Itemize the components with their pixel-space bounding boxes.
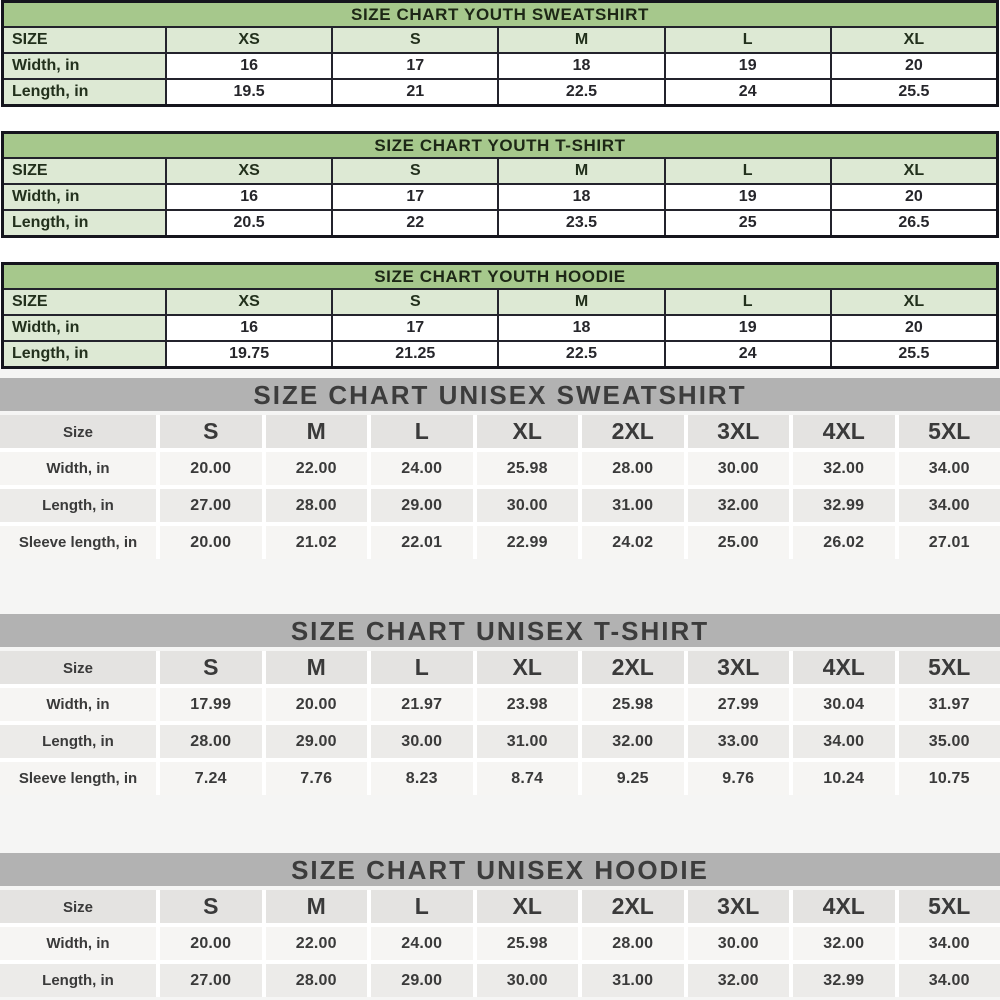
value-cell: 34.00 [899, 927, 1000, 960]
value-cell: 19.5 [167, 80, 331, 104]
value-cell: 22.00 [266, 452, 368, 485]
value-cell: 21.25 [333, 342, 497, 366]
size-header-cell: XS [167, 28, 331, 52]
value-cell: 7.76 [266, 762, 368, 795]
value-cell: 25.98 [582, 688, 684, 721]
size-header-cell: L [666, 290, 830, 314]
table-grid [0, 415, 1000, 559]
youth-tshirt-size-chart [1, 131, 999, 238]
value-cell: 26.5 [832, 211, 996, 235]
value-cell: 20.5 [167, 211, 331, 235]
size-header-cell: L [371, 651, 473, 684]
value-cell: 17 [333, 54, 497, 78]
table-grid [4, 26, 996, 104]
value-cell: 19.75 [167, 342, 331, 366]
table-grid [0, 890, 1000, 997]
value-cell: 16 [167, 54, 331, 78]
value-cell: 22.99 [477, 526, 579, 559]
value-cell: 7.24 [160, 762, 262, 795]
size-header-cell: 3XL [688, 890, 790, 923]
row-label-cell: Length, in [4, 211, 165, 235]
row-label-cell: Width, in [4, 316, 165, 340]
value-cell: 19 [666, 316, 830, 340]
value-cell: 29.00 [371, 489, 473, 522]
value-cell: 24.00 [371, 452, 473, 485]
size-header-cell: XL [477, 415, 579, 448]
table-grid [4, 288, 996, 366]
size-header-cell: L [371, 890, 473, 923]
size-header-cell: 2XL [582, 651, 684, 684]
value-cell: 27.00 [160, 964, 262, 997]
row-label-cell: Width, in [0, 452, 156, 485]
value-cell: 24.02 [582, 526, 684, 559]
size-header-cell: L [666, 159, 830, 183]
size-header-cell: XL [832, 290, 996, 314]
size-column-label: Size [0, 651, 156, 684]
size-header-cell: L [371, 415, 473, 448]
value-cell: 30.04 [793, 688, 895, 721]
value-cell: 18 [499, 54, 663, 78]
value-cell: 34.00 [793, 725, 895, 758]
value-cell: 30.00 [477, 964, 579, 997]
unisex-sweatshirt-size-chart [0, 378, 1000, 559]
size-header-cell: S [160, 415, 262, 448]
value-cell: 32.00 [793, 452, 895, 485]
value-cell: 26.02 [793, 526, 895, 559]
youth-hoodie-size-chart [1, 262, 999, 369]
size-header-cell: XS [167, 290, 331, 314]
size-header-cell: M [266, 651, 368, 684]
value-cell: 28.00 [160, 725, 262, 758]
value-cell: 29.00 [266, 725, 368, 758]
value-cell: 25.5 [832, 80, 996, 104]
row-label-cell: Length, in [0, 964, 156, 997]
row-label-cell: Width, in [4, 185, 165, 209]
size-header-cell: XL [832, 159, 996, 183]
value-cell: 28.00 [582, 927, 684, 960]
value-cell: 31.97 [899, 688, 1000, 721]
value-cell: 34.00 [899, 452, 1000, 485]
value-cell: 34.00 [899, 489, 1000, 522]
unisex-hoodie-size-chart [0, 853, 1000, 997]
table-title: SIZE CHART UNISEX SWEATSHIRT [0, 378, 1000, 411]
size-header-cell: M [266, 890, 368, 923]
value-cell: 20.00 [160, 927, 262, 960]
size-header-cell: S [160, 651, 262, 684]
value-cell: 32.99 [793, 489, 895, 522]
row-label-cell: Length, in [0, 489, 156, 522]
value-cell: 20 [832, 54, 996, 78]
row-label-cell: Length, in [0, 725, 156, 758]
table-title: SIZE CHART UNISEX T-SHIRT [0, 614, 1000, 647]
value-cell: 34.00 [899, 964, 1000, 997]
size-header-cell: 4XL [793, 415, 895, 448]
value-cell: 21.02 [266, 526, 368, 559]
row-label-cell: Length, in [4, 80, 165, 104]
value-cell: 33.00 [688, 725, 790, 758]
unisex-size-charts [0, 369, 1000, 1000]
table-title: SIZE CHART YOUTH T-SHIRT [4, 134, 996, 157]
value-cell: 10.24 [793, 762, 895, 795]
size-column-label: Size [0, 415, 156, 448]
size-header-cell: XS [167, 159, 331, 183]
size-header-cell: 4XL [793, 890, 895, 923]
value-cell: 19 [666, 54, 830, 78]
size-column-label: SIZE [4, 159, 165, 183]
value-cell: 18 [499, 185, 663, 209]
table-title: SIZE CHART YOUTH HOODIE [4, 265, 996, 288]
value-cell: 31.00 [582, 489, 684, 522]
table-title: SIZE CHART UNISEX HOODIE [0, 853, 1000, 886]
size-header-cell: 2XL [582, 890, 684, 923]
value-cell: 32.00 [793, 927, 895, 960]
table-grid [4, 157, 996, 235]
size-header-cell: XL [832, 28, 996, 52]
row-label-cell: Sleeve length, in [0, 762, 156, 795]
value-cell: 22.00 [266, 927, 368, 960]
size-header-cell: 4XL [793, 651, 895, 684]
size-header-cell: 2XL [582, 415, 684, 448]
value-cell: 9.25 [582, 762, 684, 795]
value-cell: 35.00 [899, 725, 1000, 758]
value-cell: 32.00 [582, 725, 684, 758]
value-cell: 31.00 [477, 725, 579, 758]
value-cell: 28.00 [266, 489, 368, 522]
value-cell: 29.00 [371, 964, 473, 997]
value-cell: 25.98 [477, 927, 579, 960]
value-cell: 22.5 [499, 342, 663, 366]
value-cell: 30.00 [477, 489, 579, 522]
value-cell: 27.01 [899, 526, 1000, 559]
value-cell: 22.5 [499, 80, 663, 104]
size-header-cell: 5XL [899, 415, 1000, 448]
value-cell: 24 [666, 80, 830, 104]
row-label-cell: Width, in [0, 927, 156, 960]
size-header-cell: S [333, 28, 497, 52]
size-header-cell: S [333, 159, 497, 183]
size-column-label: Size [0, 890, 156, 923]
value-cell: 8.74 [477, 762, 579, 795]
size-header-cell: M [499, 159, 663, 183]
row-label-cell: Length, in [4, 342, 165, 366]
size-column-label: SIZE [4, 28, 165, 52]
value-cell: 27.99 [688, 688, 790, 721]
size-header-cell: S [333, 290, 497, 314]
value-cell: 24.00 [371, 927, 473, 960]
size-header-cell: M [499, 290, 663, 314]
value-cell: 25.98 [477, 452, 579, 485]
value-cell: 25.00 [688, 526, 790, 559]
value-cell: 20.00 [266, 688, 368, 721]
value-cell: 32.00 [688, 964, 790, 997]
value-cell: 30.00 [371, 725, 473, 758]
value-cell: 21 [333, 80, 497, 104]
value-cell: 19 [666, 185, 830, 209]
size-column-label: SIZE [4, 290, 165, 314]
value-cell: 21.97 [371, 688, 473, 721]
value-cell: 30.00 [688, 927, 790, 960]
value-cell: 20 [832, 185, 996, 209]
value-cell: 20.00 [160, 526, 262, 559]
unisex-tshirt-size-chart [0, 614, 1000, 795]
size-header-cell: 5XL [899, 651, 1000, 684]
value-cell: 20 [832, 316, 996, 340]
size-header-cell: 3XL [688, 415, 790, 448]
value-cell: 20.00 [160, 452, 262, 485]
value-cell: 22.01 [371, 526, 473, 559]
size-header-cell: 5XL [899, 890, 1000, 923]
value-cell: 23.98 [477, 688, 579, 721]
value-cell: 10.75 [899, 762, 1000, 795]
value-cell: 32.00 [688, 489, 790, 522]
value-cell: 31.00 [582, 964, 684, 997]
value-cell: 23.5 [499, 211, 663, 235]
value-cell: 16 [167, 316, 331, 340]
youth-sweatshirt-size-chart [1, 0, 999, 107]
row-label-cell: Width, in [0, 688, 156, 721]
value-cell: 25.5 [832, 342, 996, 366]
value-cell: 22 [333, 211, 497, 235]
size-header-cell: 3XL [688, 651, 790, 684]
value-cell: 17 [333, 185, 497, 209]
value-cell: 9.76 [688, 762, 790, 795]
value-cell: 18 [499, 316, 663, 340]
size-header-cell: M [499, 28, 663, 52]
value-cell: 30.00 [688, 452, 790, 485]
value-cell: 25 [666, 211, 830, 235]
table-title: SIZE CHART YOUTH SWEATSHIRT [4, 3, 996, 26]
value-cell: 32.99 [793, 964, 895, 997]
value-cell: 17.99 [160, 688, 262, 721]
value-cell: 17 [333, 316, 497, 340]
size-header-cell: XL [477, 890, 579, 923]
value-cell: 28.00 [582, 452, 684, 485]
value-cell: 27.00 [160, 489, 262, 522]
youth-size-charts [0, 0, 1000, 369]
table-grid [0, 651, 1000, 795]
size-header-cell: S [160, 890, 262, 923]
row-label-cell: Width, in [4, 54, 165, 78]
value-cell: 24 [666, 342, 830, 366]
row-label-cell: Sleeve length, in [0, 526, 156, 559]
value-cell: 16 [167, 185, 331, 209]
value-cell: 8.23 [371, 762, 473, 795]
size-header-cell: M [266, 415, 368, 448]
value-cell: 28.00 [266, 964, 368, 997]
size-header-cell: L [666, 28, 830, 52]
size-header-cell: XL [477, 651, 579, 684]
